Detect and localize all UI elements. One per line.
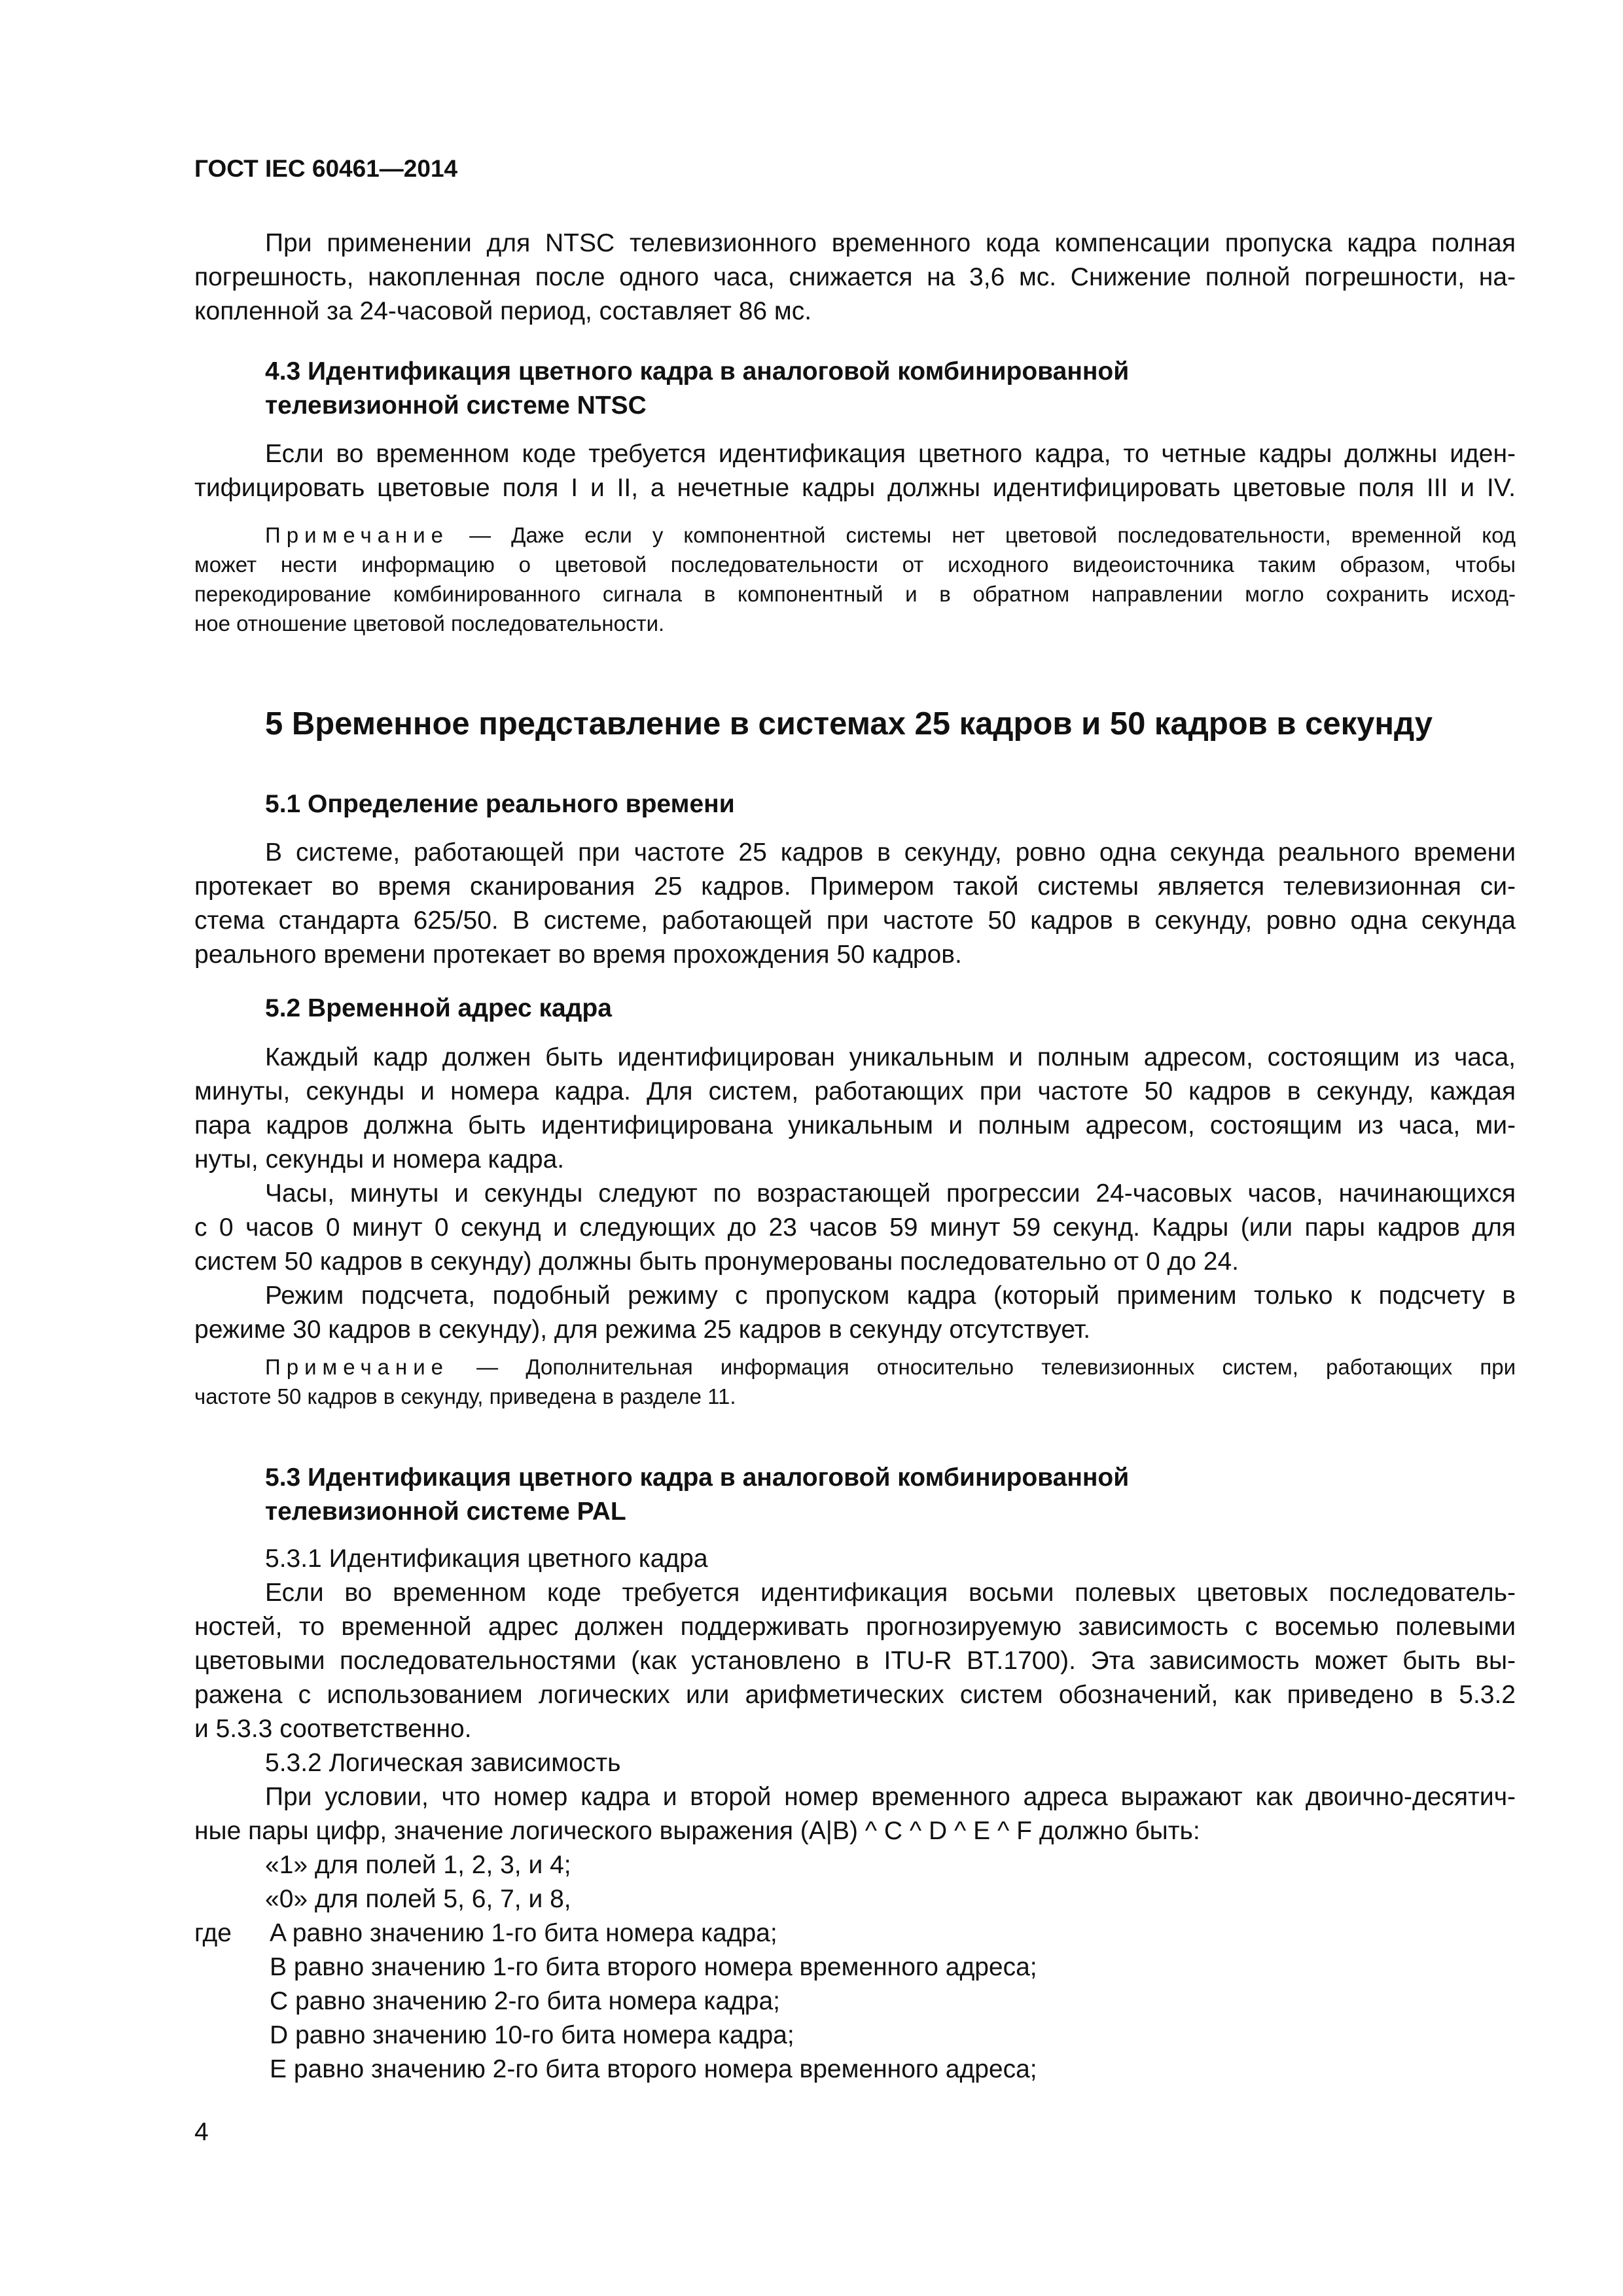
text-line: Если во временном коде требуется идентификация восьми полевых цветовых последователь-: [265, 1579, 1516, 1607]
heading-line: 5.1 Определение реального времени: [265, 790, 735, 818]
page-footer: [194, 2115, 1516, 2149]
heading-line: 5.3 Идентификация цветного кадра в аналоговой комбинированной: [265, 1463, 1130, 1492]
note-label: Примечание: [265, 523, 450, 547]
text-line: ные пары цифр, значение логического выражения (A|B) ^ C ^ D ^ E ^ F должно быть:: [194, 1817, 1200, 1845]
text-line: В системе, работающей при частоте 25 кадров в секунду, ровно одна секунда реального времени: [265, 838, 1516, 867]
text-line: протекает во время сканирования 25 кадров. Примером такой системы является телевизионная си-: [194, 872, 1516, 901]
text-line: Часы, минуты и секунды следуют по возрастающей прогрессии 24-часовых часов, начинающихся: [265, 1179, 1516, 1208]
text-line: реального времени протекает во время прохождения 50 кадров.: [194, 941, 962, 969]
paragraph-frame-address: [194, 1041, 1516, 1347]
text-line: [194, 520, 1516, 550]
document-header: [194, 152, 1516, 186]
text-line: ностей, то временной адрес должен поддерживать прогнозируемую зависимость с восемью полевыми: [194, 1613, 1516, 1641]
doc-id: ГОСТ IEC 60461—2014: [194, 155, 458, 182]
text-line: ражена с использованием логических или арифметических систем обозначений, как приведено в 5.3.2: [194, 1681, 1516, 1709]
text-line: систем 50 кадров в секунду) должны быть пронумерованы последовательно от 0 до 24.: [194, 1247, 1239, 1276]
text-line: режиме 30 кадров в секунду), для режима 25 кадров в секунду отсутствует.: [194, 1316, 1091, 1344]
text-line: Режим подсчета, подобный режиму с пропуском кадра (который применим только к подсчету в: [265, 1282, 1516, 1310]
heading-line: телевизионной системе PAL: [265, 1498, 626, 1526]
text-line: с 0 часов 0 минут 0 секунд и следующих до 23 часов 59 минут 59 секунд. Кадры (или пары кадров для: [194, 1213, 1516, 1242]
text-line: При применении для NTSC телевизионного временного кода компенсации пропуска кадра полная: [265, 229, 1516, 257]
note-text: — Дополнительная информация относительно телевизионных систем, работающих при: [476, 1355, 1516, 1379]
text-line: частоте 50 кадров в секунду, приведена в разделе 11.: [194, 1384, 736, 1408]
text-line: минуты, секунды и номера кадра. Для систем, работающих при частоте 50 кадров в секунду, каждая: [194, 1077, 1516, 1105]
text-line: [194, 1352, 1516, 1382]
text-line: может нести информацию о цветовой последовательности от исходного видеоисточника таким образом, чтобы: [194, 552, 1516, 577]
heading-line: телевизионной системе NTSC: [265, 391, 647, 420]
text-line: нуты, секунды и номера кадра.: [194, 1145, 565, 1174]
heading-line: 4.3 Идентификация цветного кадра в аналоговой комбинированной: [265, 357, 1130, 386]
text-line: При условии, что номер кадра и второй номер временного адреса выражают как двоично-десятич-: [265, 1783, 1516, 1811]
paragraph-real-time: [194, 836, 1516, 972]
text-line: Каждый кадр должен быть идентифицирован уникальным и полным адресом, состоящим из часа,: [265, 1043, 1516, 1071]
definition-line: B равно значению 1-го бита второго номера временного адреса;: [270, 1953, 1037, 1981]
heading-5-3: [194, 1461, 1516, 1529]
text-line: пара кадров должна быть идентифицирована уникальным и полным адресом, состоящим из часа, ми-: [194, 1111, 1516, 1139]
definition-line: C равно значению 2-го бита номера кадра;: [270, 1987, 780, 2015]
text-line: стема стандарта 625/50. В системе, работающей при частоте 50 кадров в секунду, ровно одна секунда: [194, 906, 1516, 935]
note-1: [194, 520, 1516, 638]
page-number: 4: [194, 2118, 209, 2146]
text-line: копленной за 24-часовой период, составляет 86 мс.: [194, 297, 812, 325]
heading-section-5: [194, 703, 1516, 745]
subsection-title: 5.3.1 Идентификация цветного кадра: [265, 1545, 708, 1573]
heading-4-3: [194, 355, 1516, 423]
text-line: тифицировать цветовые поля I и II, а нечетные кадры должны идентифицировать цветовые поля III и IV.: [194, 474, 1516, 502]
text-line: цветовыми последовательностями (как установлено в ITU-R BT.1700). Эта зависимость может быть вы-: [194, 1647, 1516, 1675]
definition-line: E равно значению 2-го бита второго номера временного адреса;: [270, 2055, 1037, 2083]
value-line: «1» для полей 1, 2, 3, и 4;: [265, 1851, 571, 1879]
text-line: ное отношение цветовой последовательности.: [194, 611, 665, 636]
heading-line: 5.2 Временной адрес кадра: [265, 994, 612, 1022]
text-line: перекодирование комбинированного сигнала в компонентный и в обратном направлении могло сохранить исход-: [194, 582, 1516, 606]
value-line: «0» для полей 5, 6, 7, и 8,: [265, 1885, 571, 1913]
heading-5-2: [194, 992, 1516, 1026]
paragraph-ntsc-error: [194, 226, 1516, 329]
definition-line: D равно значению 10-го бита номера кадра;: [270, 2021, 794, 2049]
where-label: где: [194, 1919, 232, 1947]
note-text: — Даже если у компонентной системы нет цветовой последовательности, временной код: [469, 523, 1516, 547]
text-line: и 5.3.3 соответственно.: [194, 1715, 472, 1743]
section-title: 5 Временное представление в системах 25 кадров и 50 кадров в секунду: [265, 706, 1433, 742]
note-2: [194, 1352, 1516, 1411]
heading-5-1: [194, 787, 1516, 821]
text-line: Если во временном коде требуется идентификация цветного кадра, то четные кадры должны иден-: [265, 440, 1516, 468]
note-label: Примечание: [265, 1355, 450, 1379]
subsection-title: 5.3.2 Логическая зависимость: [265, 1749, 621, 1777]
paragraph-color-frame-ntsc: [194, 437, 1516, 505]
definition-line: [194, 1916, 1516, 1950]
text-line: погрешность, накопленная после одного часа, снижается на 3,6 мс. Снижение полной погрешности, на-: [194, 263, 1516, 291]
definition-text: A равно значению 1-го бита номера кадра;: [270, 1919, 777, 1947]
section-5-3-body: [194, 1542, 1516, 2087]
